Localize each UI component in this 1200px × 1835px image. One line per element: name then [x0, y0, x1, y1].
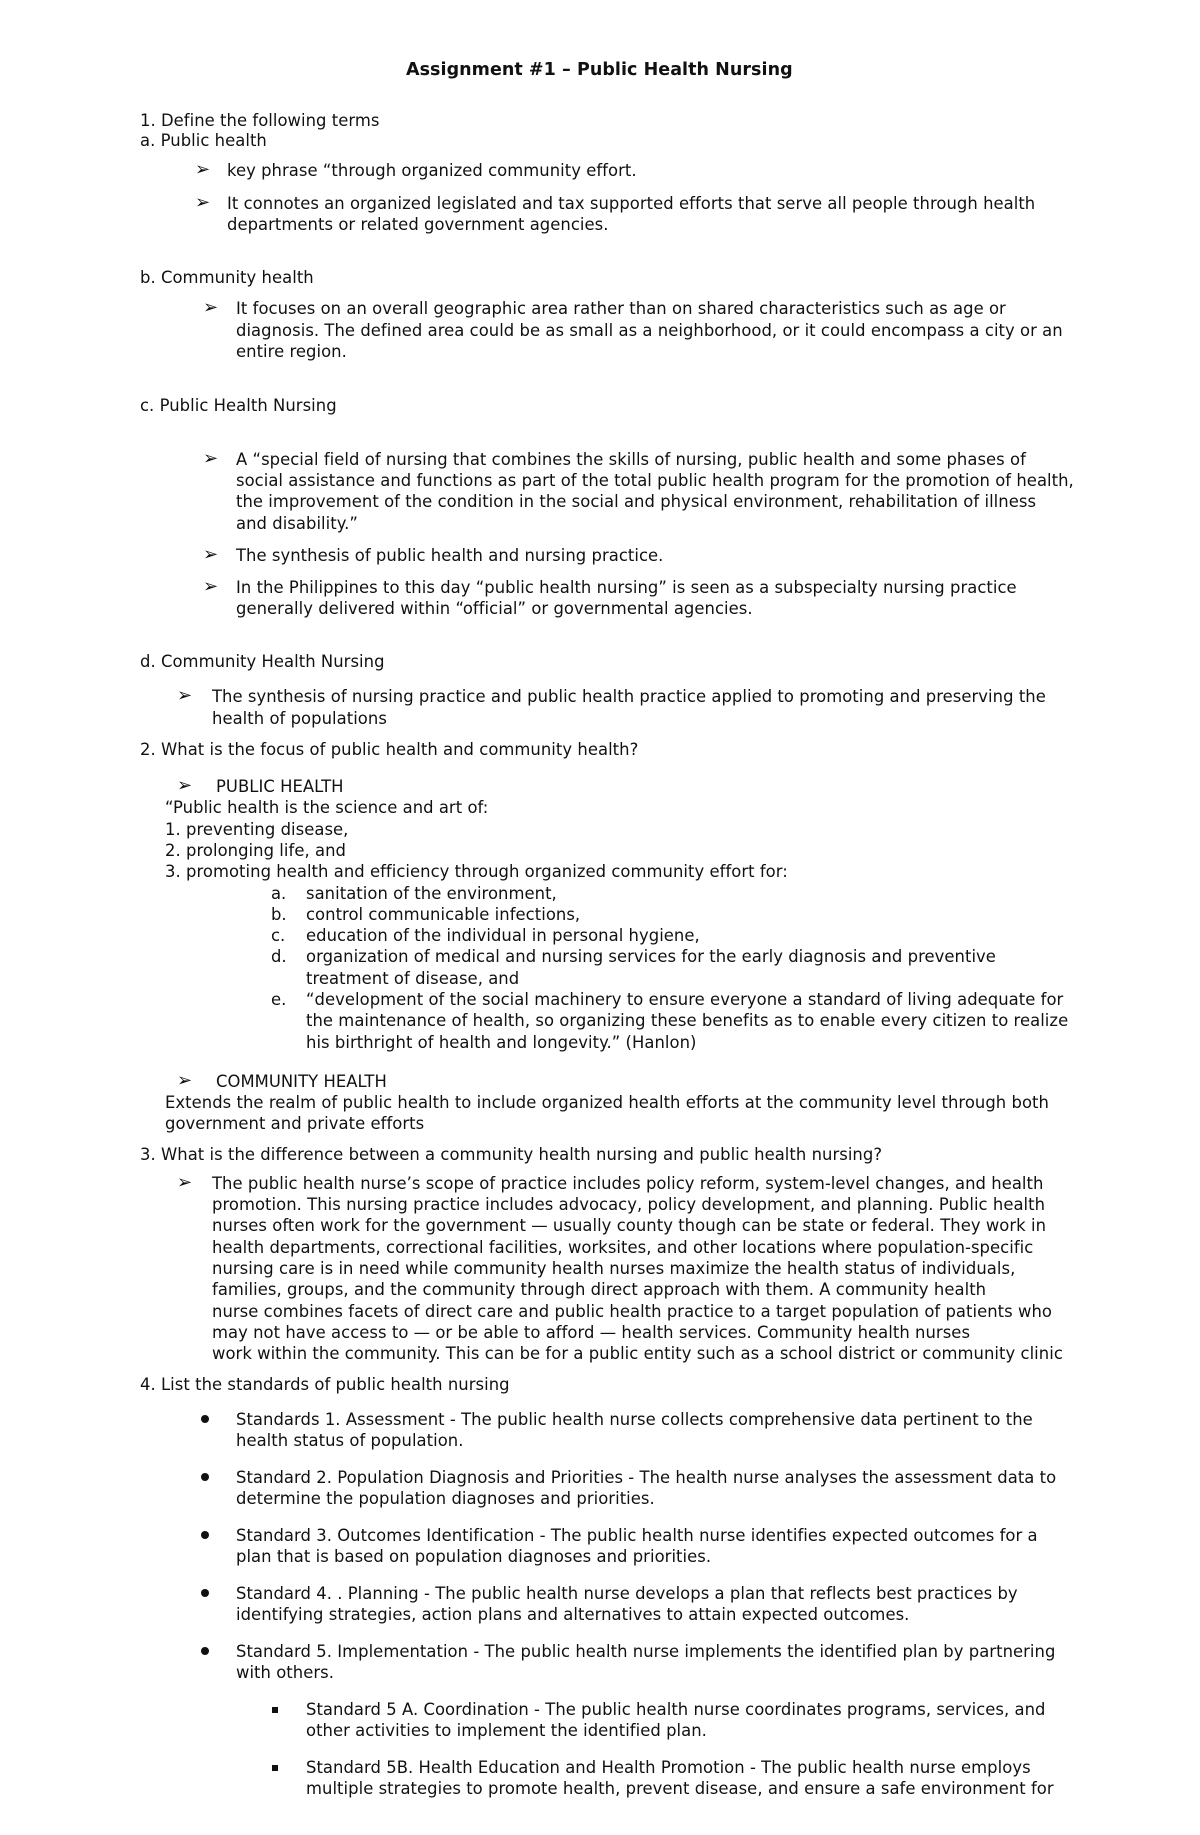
q3-line-1: The public health nurse’s scope of practice includes policy reform, system-level changes, and health: [212, 1174, 1044, 1193]
q2-ph-line-2: 1. preventing disease,: [165, 820, 349, 839]
q3-line-6: families, groups, and the community through direct approach with them. A community health: [212, 1280, 987, 1299]
q4-standard-5-line-2: with others.: [236, 1663, 334, 1682]
q1c-heading: c. Public Health Nursing: [140, 396, 337, 415]
q1d-item-1-line-2: health of populations: [212, 709, 387, 728]
q3-line-2: promotion. This nursing practice includes advocacy, policy development, and planning. Public health: [212, 1195, 1046, 1214]
q2-sub-e-line-2: the maintenance of health, so organizing these benefits as to enable every citizen to realize: [306, 1011, 1069, 1030]
sub-marker: a.: [271, 884, 287, 903]
q1-heading: 1. Define the following terms: [140, 111, 380, 130]
q2-heading: 2. What is the focus of public health and community health?: [140, 740, 639, 759]
q4-standard-3-line-1: Standard 3. Outcomes Identification - The public health nurse identifies expected outcomes for a: [236, 1526, 1038, 1545]
q2-sub-c: education of the individual in personal hygiene,: [306, 926, 700, 945]
sub-marker: c.: [271, 926, 286, 945]
document-title: Assignment #1 – Public Health Nursing: [406, 60, 793, 80]
sub-marker: b.: [271, 905, 287, 924]
q4-standard-5a-line-2: other activities to implement the identified plan.: [306, 1721, 707, 1740]
q2-ch-line-1: Extends the realm of public health to include organized health efforts at the community level through both: [165, 1093, 1049, 1112]
arrow-bullet-icon: ➢: [203, 576, 219, 597]
q3-line-9: work within the community. This can be for a public entity such as a school district or community clinic: [212, 1344, 1063, 1363]
arrow-bullet-icon: ➢: [195, 192, 211, 213]
q1c-item-1-line-3: the improvement of the condition in the social and physical environment, rehabilitation of illness: [236, 492, 1037, 511]
q2-sub-d-line-1: organization of medical and nursing services for the early diagnosis and preventive: [306, 947, 996, 966]
arrow-bullet-icon: ➢: [203, 448, 219, 469]
q4-standard-2-line-2: determine the population diagnoses and priorities.: [236, 1489, 655, 1508]
q1c-item-1-line-1: A “special field of nursing that combines the skills of nursing, public health and some phases of: [236, 450, 1026, 469]
arrow-bullet-icon: ➢: [177, 685, 193, 706]
q4-standard-5a-line-1: Standard 5 A. Coordination - The public health nurse coordinates programs, services, and: [306, 1700, 1046, 1719]
q1c-item-2: The synthesis of public health and nursing practice.: [236, 546, 664, 565]
arrow-bullet-icon: ➢: [177, 775, 193, 796]
q2-sub-e-line-3: his birthright of health and longevity.” (Hanlon): [306, 1033, 697, 1052]
q2-sub-a: sanitation of the environment,: [306, 884, 557, 903]
q1a-heading: a. Public health: [140, 131, 267, 150]
q1b-item-1-line-1: It focuses on an overall geographic area rather than on shared characteristics such as age or: [236, 299, 1006, 318]
q3-heading: 3. What is the difference between a community health nursing and public health nursing?: [140, 1145, 883, 1164]
q1c-item-1-line-2: social assistance and functions as part of the total public health program for the promotion of health,: [236, 471, 1074, 490]
q1a-item-2-line-1: It connotes an organized legislated and tax supported efforts that serve all people through health: [227, 194, 1036, 213]
arrow-bullet-icon: ➢: [203, 544, 219, 565]
round-bullet-icon: [201, 1589, 209, 1597]
q2-ph-line-1: “Public health is the science and art of:: [165, 798, 489, 817]
q1a-item-1: key phrase “through organized community effort.: [227, 161, 637, 180]
q1c-item-3-line-1: In the Philippines to this day “public health nursing” is seen as a subspecialty nursing practice: [236, 578, 1017, 597]
q4-standard-5b-line-1: Standard 5B. Health Education and Health Promotion - The public health nurse employs: [306, 1758, 1031, 1777]
q4-standard-3-line-2: plan that is based on population diagnoses and priorities.: [236, 1547, 712, 1566]
q1c-item-3-line-2: generally delivered within “official” or governmental agencies.: [236, 599, 753, 618]
q2-community-health-label: COMMUNITY HEALTH: [216, 1072, 387, 1091]
q1c-item-1-line-4: and disability.”: [236, 514, 358, 533]
q4-heading: 4. List the standards of public health nursing: [140, 1375, 510, 1394]
round-bullet-icon: [201, 1415, 209, 1423]
q1b-item-1-line-2: diagnosis. The defined area could be as small as a neighborhood, or it could encompass a city or an: [236, 321, 1063, 340]
q2-sub-e-line-1: “development of the social machinery to ensure everyone a standard of living adequate for: [306, 990, 1064, 1009]
arrow-bullet-icon: ➢: [177, 1172, 193, 1193]
q1d-heading: d. Community Health Nursing: [140, 652, 385, 671]
q4-standard-1-line-2: health status of population.: [236, 1431, 464, 1450]
round-bullet-icon: [201, 1531, 209, 1539]
q2-sub-b: control communicable infections,: [306, 905, 581, 924]
q2-sub-d-line-2: treatment of disease, and: [306, 969, 520, 988]
q3-line-3: nurses often work for the government — usually county though can be state or federal. They work in: [212, 1216, 1047, 1235]
q3-line-5: nursing care is in need while community health nurses maximize the health status of individuals,: [212, 1259, 1016, 1278]
sub-marker: d.: [271, 947, 287, 966]
q2-ch-line-2: government and private efforts: [165, 1114, 425, 1133]
q1b-heading: b. Community health: [140, 268, 314, 287]
q4-standard-4-line-2: identifying strategies, action plans and alternatives to attain expected outcomes.: [236, 1605, 910, 1624]
q4-standard-5b-line-2: multiple strategies to promote health, prevent disease, and ensure a safe environment for: [306, 1779, 1054, 1798]
q2-public-health-label: PUBLIC HEALTH: [216, 777, 344, 796]
square-bullet-icon: [272, 1707, 278, 1713]
sub-marker: e.: [271, 990, 287, 1009]
q4-standard-1-line-1: Standards 1. Assessment - The public health nurse collects comprehensive data pertinent to the: [236, 1410, 1033, 1429]
arrow-bullet-icon: ➢: [203, 297, 219, 318]
arrow-bullet-icon: ➢: [177, 1070, 193, 1091]
q1d-item-1-line-1: The synthesis of nursing practice and public health practice applied to promoting and preserving the: [212, 687, 1046, 706]
square-bullet-icon: [272, 1765, 278, 1771]
q3-line-8: may not have access to — or be able to afford — health services. Community health nurses: [212, 1323, 971, 1342]
q1a-item-2-line-2: departments or related government agencies.: [227, 215, 609, 234]
round-bullet-icon: [201, 1647, 209, 1655]
q4-standard-5-line-1: Standard 5. Implementation - The public health nurse implements the identified plan by partnering: [236, 1642, 1056, 1661]
q1b-item-1-line-3: entire region.: [236, 342, 347, 361]
q3-line-7: nurse combines facets of direct care and public health practice to a target population of patients who: [212, 1302, 1052, 1321]
q4-standard-2-line-1: Standard 2. Population Diagnosis and Priorities - The health nurse analyses the assessment data to: [236, 1468, 1057, 1487]
q2-ph-line-3: 2. prolonging life, and: [165, 841, 346, 860]
q3-line-4: health departments, correctional facilities, worksites, and other locations where population-specific: [212, 1238, 1034, 1257]
round-bullet-icon: [201, 1473, 209, 1481]
q4-standard-4-line-1: Standard 4. . Planning - The public health nurse develops a plan that reflects best practices by: [236, 1584, 1018, 1603]
q2-ph-line-4: 3. promoting health and efficiency through organized community effort for:: [165, 862, 788, 881]
arrow-bullet-icon: ➢: [195, 159, 211, 180]
